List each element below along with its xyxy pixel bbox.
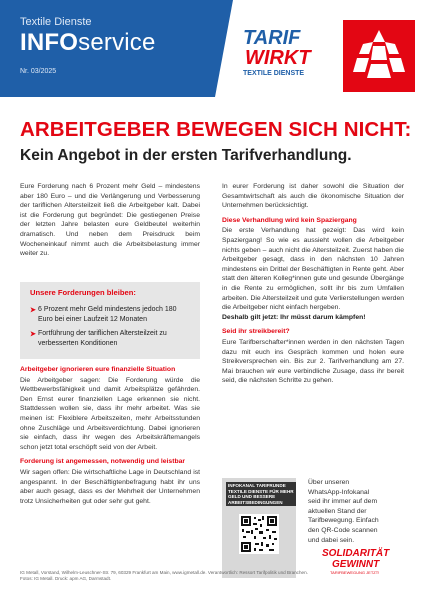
brand-title [20, 29, 156, 57]
arrow-icon: ➤ [30, 331, 36, 338]
sol-line1: SOLIDARITÄT [322, 548, 390, 559]
sol-line2: GEWINNT [332, 559, 380, 570]
demand-item-1: 6 Prozent mehr Geld mindestens jedoch 180 Euro bei einer Laufzeit 12 Monaten [38, 306, 177, 323]
left-column-intro [20, 182, 200, 264]
right-intro-text: In eurer Forderung ist daher sowohl die Situation der Gesamtwirtschaft als auch die ökonomische Situation der Unternehmen berücksichtigt. [222, 183, 404, 210]
demands-title: Unsere Forderungen bleiben: [30, 288, 136, 297]
tarif-logo-line1: TARIF [243, 27, 301, 49]
sol-line3: TARIFBEWEGUNG JETZT! [330, 570, 380, 575]
tarif-wirkt-logo [243, 28, 328, 84]
qr-infobox [222, 478, 296, 578]
headline: ARBEITGEBER BEWEGEN SICH NICHT: [20, 118, 412, 141]
subheadline: Kein Angebot in der ersten Tarifverhandlung. [20, 147, 352, 164]
ig-metall-logo-icon [343, 20, 415, 92]
section-title: Seid ihr streikbereit? [222, 328, 290, 336]
footer-imprint: IG Metall, Vorstand, Wilhelm-Leuschner-Str. 79, 60329 Frankfurt am Main, www.igmetall.de. Verantwortlich: Ressort Tarifpolitik und Branchen. Fotos: IG Metall. Druck: apm AG, Darmstadt. [20, 570, 308, 581]
brand-bold: INFO [20, 29, 79, 56]
brand-regular: service [78, 29, 156, 56]
demands-box [20, 282, 200, 359]
arrow-icon: ➤ [30, 307, 36, 314]
section-text: Eure Tarifberschafter*innen werden in den nächsten Tagen dazu mit euch ins Gespräch kommen und holen eure Streikversprechen ein. Bis zur 2. Tarifverhandlung am 27. Mai brauchen wir eure verbindliche Zusage, dass ihr bereit seid, die nächsten Schritte zu gehen. [222, 338, 404, 385]
section-title: Forderung ist angemessen, notwendig und leistbar [20, 458, 186, 466]
solidaritaet-logo [322, 548, 412, 588]
section-text: Wir sagen offen: Die wirtschaftliche Lage in Deutschland ist angespannt. In der Beschäftigtenbefragung habt ihr uns aber auch gesagt, dass es der Mehrheit der Unternehmen trotz Unsicherheiten gut oder sehr gut geht. [20, 468, 200, 505]
qr-note: Über unseren WhatsApp-Infokanal seid ihr immer auf dem aktuellen Stand der Tarifbewegung. Einfach den QR-Code scannen und dabei sein. [308, 479, 379, 544]
series-label: Textile Dienste [20, 16, 92, 28]
demand-item-2: Fortführung der tariflichen Altersteilzeit zu verbesserten Konditionen [38, 330, 167, 347]
section-closing: Deshalb gilt jetzt: Ihr müsst darum kämpfen! [222, 313, 366, 321]
left-column-sections [20, 365, 200, 511]
header-banner-edge [215, 0, 233, 97]
section-text: Die erste Verhandlung hat gezeigt: Das wird kein Spaziergang! So wie es aussieht wollen die Arbeitgeber nichts geben – auch nicht die Altersteilzeit. Zuerst haben die Arbeitgeber gesagt, dass in den nächsten 10 Jahren mindestens ein Drittel der Beschäftigten in Rente geht. Aber statt den älteren Kolleg*innen gute und gesunde Übergänge in die Rente zu ermöglichen, sollt ihr bis zum Umfallen arbeiten. Die Altersteilzeit und gute Verlierstellungen werden die Arbeitgeber nicht einfach hergeben. [222, 227, 404, 312]
tarif-logo-line2: WIRKT [245, 47, 311, 69]
section-text: Die Arbeitgeber sagen: Die Forderung würde die Wettbewerbsfähigkeit und damit Arbeitsplätze gefährden. Den Ernst eurer finanziellen Lage erkennen sie nicht. Stattdessen wollen sie, dass ihr mehr arbeitet. Was sie meinen ist: Flexiblere Arbeitszeiten, mehr Arbeitsstunden ohne Zuschläge und Arbeitsverdichtung. Dabei ignorieren sie einfach, dass ihr wegen des Arbeitskräftemangels schon jetzt total erschöpft seid von der Arbeit. [20, 376, 200, 451]
right-column [222, 182, 404, 391]
section-title: Diese Verhandlung wird kein Spaziergang [222, 216, 357, 224]
left-intro-text: Eure Forderung nach 6 Prozent mehr Geld – mindestens aber 180 Euro – und die Verlängerung und Verbesserung der tariflichen Altersteilzeit ließ die Arbeitgeber kalt. Dabei ist die Forderung gut begründet: Die gestiegenen Preise der letzten Jahre belasten eure Geldbeutel weiterhin dramatisch. Und neben dem Preisdruck beim Wocheneinkauf nimmt auch die Arbeitsbelastung immer weiter zu. [20, 183, 200, 258]
issue-number: Nr. 03/2025 [20, 68, 57, 75]
qr-box-title: INFOKANAL TARIFRUNDE TEXTILE DIENSTE FÜR MEHR GELD UND BESSERE ARBEITSBEDINGUNGEN [226, 482, 296, 506]
tarif-logo-sub: TEXTILE DIENSTE [243, 70, 305, 77]
section-title: Arbeitgeber ignorieren eure finanzielle Situation [20, 366, 176, 373]
header [0, 0, 424, 110]
qr-code-icon[interactable] [239, 514, 279, 554]
